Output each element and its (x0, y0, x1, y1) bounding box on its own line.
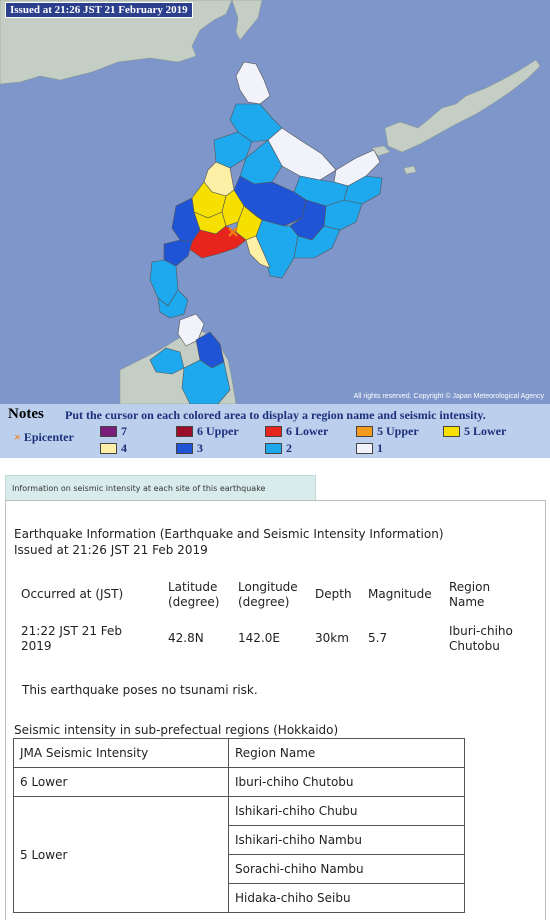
hokkaido-map[interactable] (0, 0, 550, 404)
region-soya-north[interactable] (236, 62, 270, 104)
notes-title: Notes (8, 406, 44, 422)
region-iwate[interactable] (182, 360, 230, 404)
value-longitude: 142.0E (238, 631, 280, 645)
notes-legend-bar (0, 404, 550, 458)
issued-badge: Issued at 21:26 JST 21 February 2019 (5, 2, 193, 18)
region-kushiro-east[interactable] (324, 200, 362, 230)
header-magnitude: Magnitude (368, 587, 432, 601)
legend-swatch (443, 426, 460, 437)
legend-swatch (176, 443, 193, 454)
legend-label: 5 Lower (464, 424, 507, 438)
region-cell: Iburi-chiho Chutobu (229, 768, 465, 797)
table-header-intensity: JMA Seismic Intensity (14, 739, 229, 768)
region-cell: Hidaka-chiho Seibu (229, 884, 465, 913)
legend-swatch (176, 426, 193, 437)
legend-swatch (265, 426, 282, 437)
legend-item-6-lower (265, 424, 328, 439)
value-region: Iburi-chiho Chutobu (449, 624, 513, 653)
legend-item-5-upper (356, 424, 419, 439)
info-heading-line1: Earthquake Information (Earthquake and Seismic Intensity Information) (14, 527, 444, 541)
legend-label: 2 (286, 441, 292, 455)
legend-swatch (100, 443, 117, 454)
legend-item-1 (356, 441, 383, 456)
header-longitude: Longitude (degree) (238, 580, 298, 609)
legend-label: 7 (121, 424, 127, 438)
legend-item-3 (176, 441, 203, 456)
legend-item-2 (265, 441, 292, 456)
header-region: Region Name (449, 580, 491, 609)
intensity-cell: 5 Lower (14, 797, 229, 913)
legend-swatch (100, 426, 117, 437)
region-cell: Sorachi-chiho Nambu (229, 855, 465, 884)
info-tab[interactable]: Information on seismic intensity at each site of this earthquake (5, 475, 316, 500)
region-cell: Ishikari-chiho Nambu (229, 826, 465, 855)
legend-swatch (265, 443, 282, 454)
tsunami-note: This earthquake poses no tsunami risk. (22, 683, 258, 697)
legend-label: 6 Upper (197, 424, 239, 438)
value-occurred: 21:22 JST 21 Feb 2019 (21, 624, 123, 653)
legend-item-4 (100, 441, 127, 456)
legend-item-7 (100, 424, 127, 439)
subregions-title: Seismic intensity in sub-prefectual regions (Hokkaido) (14, 723, 339, 737)
epicenter-x-icon: × (14, 430, 21, 444)
epicenter-label: Epicenter (23, 430, 74, 444)
kuril-island-small2 (404, 166, 416, 174)
region-aomori-west[interactable] (150, 348, 184, 374)
header-latitude: Latitude (degree) (168, 580, 220, 609)
legend-label: 5 Upper (377, 424, 419, 438)
copyright-notice: All rights reserved. Copyright © Japan Meteorological Agency (353, 393, 544, 400)
value-magnitude: 5.7 (368, 631, 388, 645)
legend-swatch (356, 426, 373, 437)
intensity-map[interactable] (0, 0, 550, 458)
table-header-row (14, 739, 465, 768)
legend-label: 1 (377, 441, 383, 455)
table-row (14, 768, 465, 797)
legend-item-6-upper (176, 424, 239, 439)
legend-label: 6 Lower (286, 424, 329, 438)
value-depth: 30km (315, 631, 349, 645)
legend-item-5-lower (443, 424, 506, 439)
intensity-cell: 6 Lower (14, 768, 229, 797)
legend-swatch (356, 443, 373, 454)
region-cell: Ishikari-chiho Chubu (229, 797, 465, 826)
kuril-islands (385, 60, 540, 152)
epicenter-legend (14, 430, 74, 445)
intensity-table (13, 738, 465, 913)
sakhalin-land (232, 0, 262, 40)
header-occurred: Occurred at (JST) (21, 587, 124, 601)
legend-label: 3 (197, 441, 203, 455)
value-latitude: 42.8N (168, 631, 204, 645)
notes-instruction: Put the cursor on each colored area to display a region name and seismic intensity. (65, 408, 486, 422)
legend-label: 4 (121, 441, 127, 455)
info-heading-line2: Issued at 21:26 JST 21 Feb 2019 (14, 543, 208, 557)
header-depth: Depth (315, 587, 352, 601)
table-header-region: Region Name (229, 739, 465, 768)
table-row (14, 797, 465, 826)
region-tokachi-south[interactable] (256, 220, 298, 278)
